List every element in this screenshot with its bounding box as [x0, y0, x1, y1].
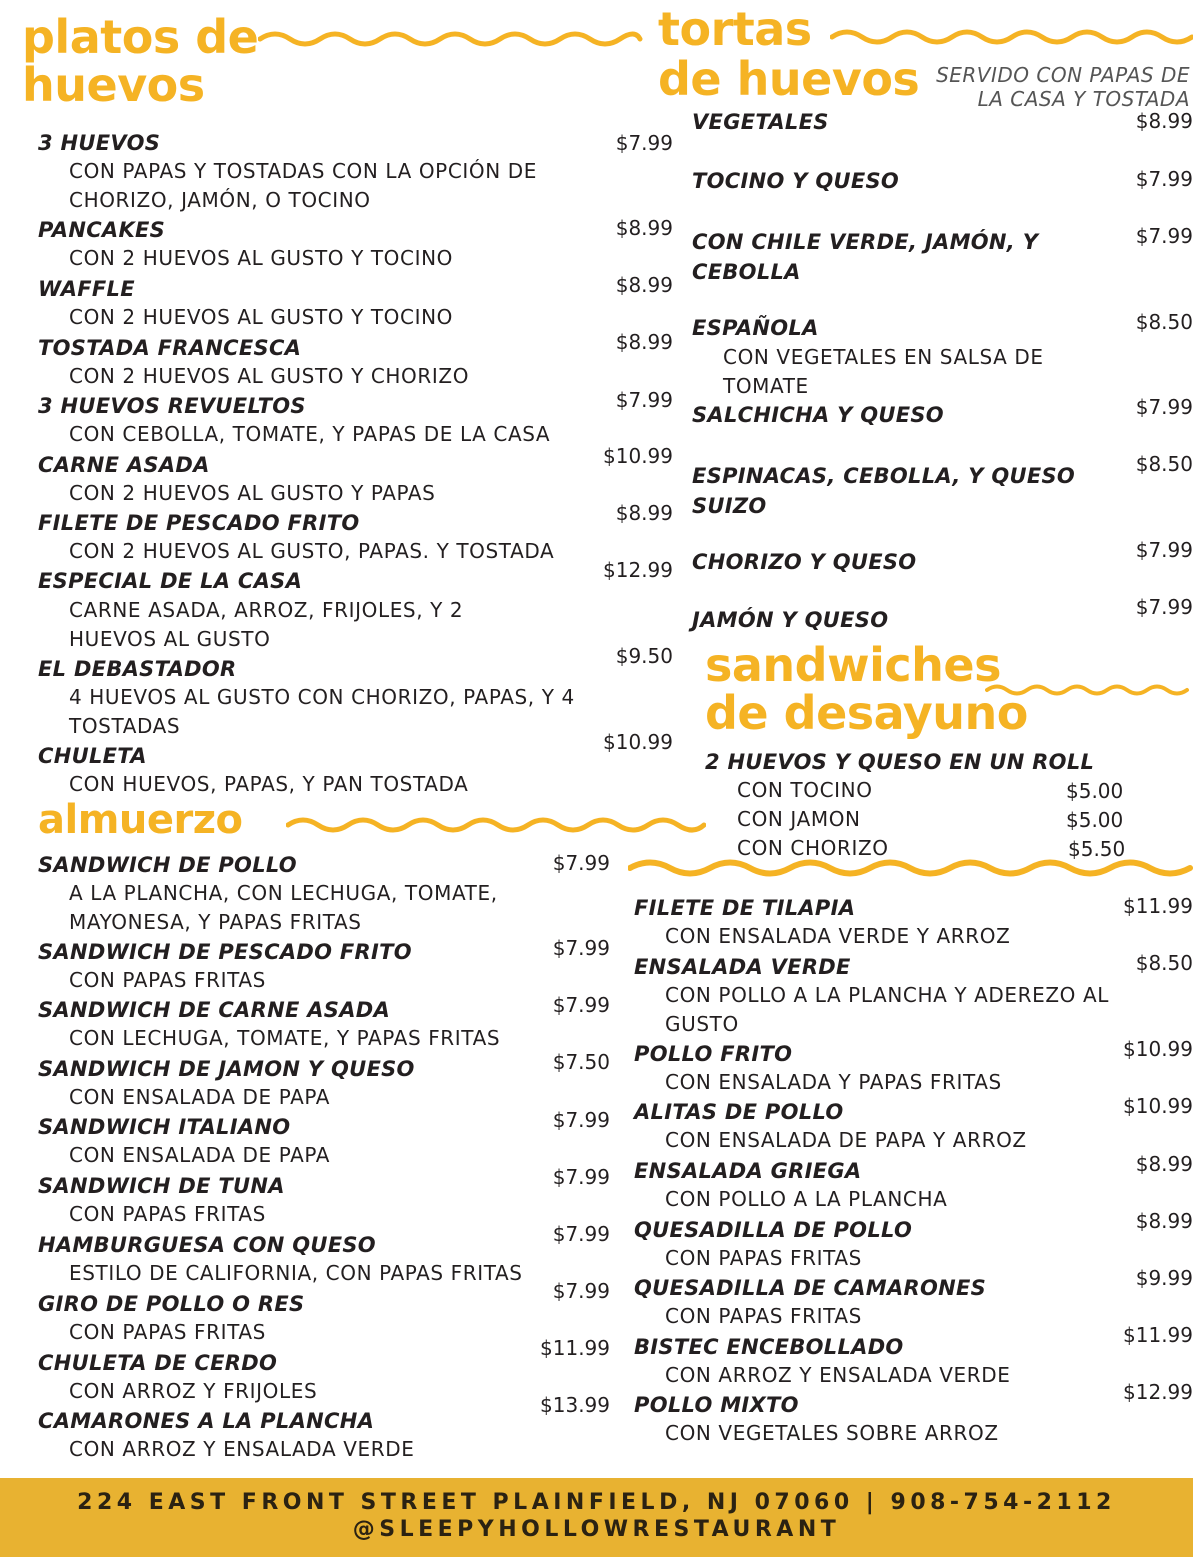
menu-item-desc: CON PAPAS FRITAS	[665, 1246, 862, 1270]
menu-item-name: POLLO MIXTO	[634, 1393, 799, 1417]
menu-item-name: FILETE DE TILAPIA	[634, 896, 856, 920]
menu-item-desc: CON LECHUGA, TOMATE, Y PAPAS FRITAS	[69, 1026, 501, 1050]
option-label: CON TOCINO	[737, 778, 873, 802]
menu-item-name: SANDWICH DE POLLO	[38, 853, 297, 877]
menu-item-price: $13.99	[540, 1393, 610, 1417]
menu-item-price: $8.50	[1135, 310, 1193, 334]
tortas-title	[658, 2, 920, 106]
menu-item-price: $7.99	[552, 936, 610, 960]
menu-item-name: SANDWICH ITALIANO	[38, 1115, 291, 1139]
menu-item-desc: CON 2 HUEVOS AL GUSTO Y PAPAS	[69, 481, 436, 505]
sandwiches-title-line1: sandwiches	[705, 638, 1001, 692]
menu-item-desc: CON VEGETALES EN SALSA DE TOMATE	[723, 345, 1044, 398]
option-price: $5.50	[1068, 837, 1126, 861]
tortas-wave-divider	[830, 26, 1193, 48]
menu-item-desc: CON POLLO A LA PLANCHA Y ADEREZO AL GUSTO	[665, 983, 1109, 1036]
menu-item-price: $8.50	[1135, 452, 1193, 476]
menu-item-name: SANDWICH DE CARNE ASADA	[38, 998, 391, 1022]
menu-item-price: $7.99	[1135, 595, 1193, 619]
menu-item-price: $7.99	[1135, 538, 1193, 562]
menu-item-price: $8.99	[615, 330, 673, 354]
menu-item-desc: A LA PLANCHA, CON LECHUGA, TOMATE, MAYONESA, Y PAPAS FRITAS	[69, 881, 498, 934]
menu-item-desc: CON ENSALADA VERDE Y ARROZ	[665, 924, 1011, 948]
menu-item-price: $11.99	[540, 1336, 610, 1360]
sandwiches-title-line2: de desayuno	[705, 686, 1028, 740]
footer-social-handle: @SLEEPYHOLLOWRESTAURANT	[352, 1517, 841, 1542]
menu-item-price: $8.99	[1135, 1209, 1193, 1233]
menu-item-desc: CON PAPAS FRITAS	[665, 1304, 862, 1328]
menu-item-price: $10.99	[1123, 1094, 1193, 1118]
menu-item-desc: CON PAPAS FRITAS	[69, 968, 266, 992]
menu-item-price: $10.99	[603, 730, 673, 754]
menu-item-name: SALCHICHA Y QUESO	[692, 403, 944, 427]
menu-item-name: QUESADILLA DE CAMARONES	[634, 1276, 987, 1300]
tortas-note: SERVIDO CON PAPAS DE LA CASA Y TOSTADA	[936, 63, 1190, 111]
platos-title	[22, 10, 259, 112]
menu-item-name: 3 HUEVOS REVUELTOS	[38, 394, 306, 418]
menu-item-name: CHORIZO Y QUESO	[692, 550, 917, 574]
menu-item-price: $7.99	[552, 1279, 610, 1303]
menu-item-desc: CARNE ASADA, ARROZ, FRIJOLES, Y 2 HUEVOS AL GUSTO	[69, 598, 464, 651]
menu-item-desc: CON ARROZ Y FRIJOLES	[69, 1379, 318, 1403]
menu-item-name: SANDWICH DE JAMON Y QUESO	[38, 1057, 415, 1081]
platos-title-line2: huevos	[22, 58, 205, 112]
menu-item-name: GIRO DE POLLO O RES	[38, 1292, 305, 1316]
menu-item-name: EL DEBASTADOR	[38, 657, 237, 681]
menu-item-price: $8.99	[1135, 1152, 1193, 1176]
menu-item-name: CHULETA DE CERDO	[38, 1351, 278, 1375]
menu-item-desc: CON PAPAS Y TOSTADAS CON LA OPCIÓN DE CHORIZO, JAMÓN, O TOCINO	[69, 159, 537, 212]
menu-item-name: PANCAKES	[38, 218, 166, 242]
menu-item-name: CARNE ASADA	[38, 453, 210, 477]
menu-item-price: $8.99	[615, 273, 673, 297]
tortas-title-line2: de huevos	[658, 52, 920, 106]
menu-item-price: $7.99	[615, 131, 673, 155]
menu-item-price: $7.99	[615, 388, 673, 412]
menu-item-price: $7.99	[552, 1108, 610, 1132]
footer-address: 224 EAST FRONT STREET PLAINFIELD, NJ 07060 | 908-754-2112	[77, 1490, 1116, 1515]
menu-item-name: FILETE DE PESCADO FRITO	[38, 511, 360, 535]
tortas-title-line1: tortas	[658, 2, 812, 56]
menu-item-name: TOCINO Y QUESO	[692, 169, 900, 193]
menu-item-name: VEGETALES	[692, 110, 829, 134]
menu-item-name: WAFFLE	[38, 277, 135, 301]
menu-item-name: ESPECIAL DE LA CASA	[38, 569, 303, 593]
menu-item-name: ESPAÑOLA	[692, 316, 819, 340]
menu-item-price: $7.99	[552, 1222, 610, 1246]
menu-item-price: $7.99	[1135, 167, 1193, 191]
menu-item-name: ESPINACAS, CEBOLLA, Y QUESO SUIZO	[692, 464, 1076, 518]
menu-item-price: $10.99	[1123, 1037, 1193, 1061]
option-label: CON CHORIZO	[737, 836, 889, 860]
sandwiches-title	[705, 638, 1028, 740]
footer-bar	[0, 1478, 1193, 1557]
menu-item-price: $8.99	[615, 501, 673, 525]
menu-item-name: JAMÓN Y QUESO	[692, 608, 889, 632]
menu-item-price: $11.99	[1123, 1323, 1193, 1347]
menu-item-name: CON CHILE VERDE, JAMÓN, Y CEBOLLA	[692, 230, 1039, 284]
sandwiches-wave-divider	[985, 680, 1193, 700]
menu-item-desc: CON ENSALADA DE PAPA	[69, 1085, 331, 1109]
menu-item-name: TOSTADA FRANCESCA	[38, 336, 302, 360]
menu-item-name: CHULETA	[38, 744, 147, 768]
menu-item-price: $10.99	[603, 444, 673, 468]
menu-item-desc: CON POLLO A LA PLANCHA	[665, 1187, 948, 1211]
platos-title-line1: platos de	[22, 10, 259, 64]
menu-item-name: SANDWICH DE PESCADO FRITO	[38, 940, 412, 964]
menu-item-price: $7.99	[552, 993, 610, 1017]
menu-item-desc: CON HUEVOS, PAPAS, Y PAN TOSTADA	[69, 772, 469, 796]
menu-item-desc: CON PAPAS FRITAS	[69, 1202, 266, 1226]
menu-item-desc: CON 2 HUEVOS AL GUSTO, PAPAS. Y TOSTADA	[69, 539, 555, 563]
menu-item-desc: CON CEBOLLA, TOMATE, Y PAPAS DE LA CASA	[69, 422, 551, 446]
menu-item-price: $12.99	[1123, 1380, 1193, 1404]
menu-item-desc: 4 HUEVOS AL GUSTO CON CHORIZO, PAPAS, Y 4 TOSTADAS	[69, 685, 575, 738]
almuerzo-title: almuerzo	[38, 797, 243, 843]
menu-item-name: ENSALADA VERDE	[634, 955, 851, 979]
menu-item-name: BISTEC ENCEBOLLADO	[634, 1335, 904, 1359]
sandwiches-heading: 2 HUEVOS Y QUESO EN UN ROLL	[705, 750, 1095, 774]
menu-item-name: HAMBURGUESA CON QUESO	[38, 1233, 376, 1257]
menu-item-desc: CON VEGETALES SOBRE ARROZ	[665, 1421, 999, 1445]
menu-item-name: ALITAS DE POLLO	[634, 1100, 844, 1124]
menu-item-price: $7.99	[1135, 224, 1193, 248]
menu-item-price: $12.99	[603, 558, 673, 582]
menu-item-name: ENSALADA GRIEGA	[634, 1159, 862, 1183]
platos-wave-divider	[258, 28, 643, 50]
menu-item-desc: CON ENSALADA DE PAPA Y ARROZ	[665, 1128, 1027, 1152]
menu-item-name: QUESADILLA DE POLLO	[634, 1218, 913, 1242]
menu-item-price: $9.99	[1135, 1266, 1193, 1290]
menu-item-desc: CON ENSALADA Y PAPAS FRITAS	[665, 1070, 1002, 1094]
menu-item-desc: CON PAPAS FRITAS	[69, 1320, 266, 1344]
menu-item-price: $9.50	[615, 644, 673, 668]
menu-item-price: $8.99	[615, 216, 673, 240]
menu-item-desc: CON ARROZ Y ENSALADA VERDE	[69, 1437, 415, 1461]
menu-item-desc: CON 2 HUEVOS AL GUSTO Y TOCINO	[69, 246, 453, 270]
menu-item-name: POLLO FRITO	[634, 1042, 793, 1066]
menu-item-price: $8.99	[1135, 109, 1193, 133]
menu-item-name: CAMARONES A LA PLANCHA	[38, 1409, 375, 1433]
option-price: $5.00	[1066, 808, 1124, 832]
menu-item-price: $7.99	[552, 851, 610, 875]
menu-item-desc: CON ENSALADA DE PAPA	[69, 1143, 331, 1167]
menu-item-name: 3 HUEVOS	[38, 131, 161, 155]
menu-item-name: SANDWICH DE TUNA	[38, 1174, 285, 1198]
almuerzo-wave-divider	[286, 814, 706, 836]
menu-item-price: $7.99	[552, 1165, 610, 1189]
menu-item-desc: CON 2 HUEVOS AL GUSTO Y CHORIZO	[69, 364, 470, 388]
menu-item-desc: ESTILO DE CALIFORNIA, CON PAPAS FRITAS	[69, 1261, 523, 1285]
menu-item-desc: CON 2 HUEVOS AL GUSTO Y TOCINO	[69, 305, 453, 329]
option-price: $5.00	[1066, 779, 1124, 803]
menu-item-desc: CON ARROZ Y ENSALADA VERDE	[665, 1363, 1011, 1387]
menu-item-price: $8.50	[1135, 951, 1193, 975]
option-label: CON JAMON	[737, 807, 861, 831]
menu-item-price: $11.99	[1123, 894, 1193, 918]
menu-item-price: $7.99	[1135, 395, 1193, 419]
menu-item-price: $7.50	[552, 1050, 610, 1074]
